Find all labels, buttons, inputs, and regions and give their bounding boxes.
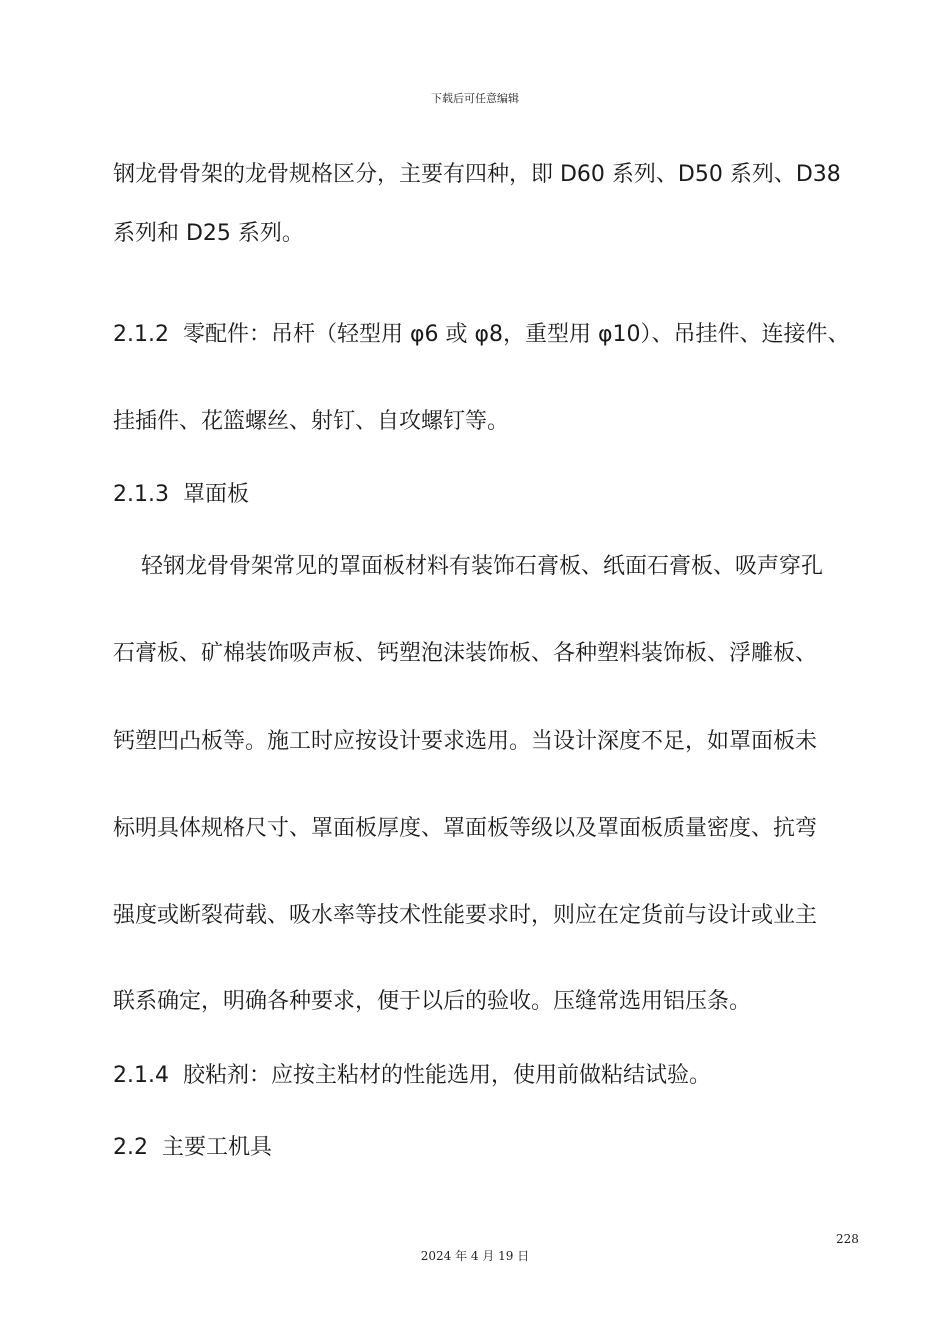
- paragraph-line: 石膏板、矿棉装饰吸声板、钙塑泡沫装饰板、各种塑料装饰板、浮雕板、: [113, 641, 818, 666]
- section-title: 主要工机具: [162, 1135, 273, 1160]
- paragraph-line: 系列和 D25 系列。: [113, 221, 304, 246]
- section-text: 胶粘剂：应按主粘材的性能选用，使用前做粘结试验。: [182, 1063, 711, 1088]
- section-number: 2.2: [113, 1135, 148, 1160]
- section-2-2-heading: [113, 1133, 873, 1163]
- paragraph-line: 钙塑凹凸板等。施工时应按设计要求选用。当设计深度不足，如罩面板未: [113, 729, 818, 754]
- paragraph-line: 挂插件、花篮螺丝、射钉、自攻螺钉等。: [113, 409, 510, 434]
- section-number: 2.1.2: [113, 322, 169, 347]
- footer-date: 2024 年 4 月 19 日: [420, 1249, 530, 1263]
- page-header-note: 下载后可任意编辑: [431, 92, 519, 105]
- section-2-1-3-heading: [113, 480, 873, 510]
- paragraph-line: 标明具体规格尺寸、罩面板厚度、罩面板等级以及罩面板质量密度、抗弯: [113, 816, 818, 841]
- section-2-1-4: [113, 1061, 873, 1091]
- section-number: 2.1.4: [113, 1063, 169, 1088]
- section-number: 2.1.3: [113, 482, 169, 507]
- section-title: 罩面板: [182, 482, 249, 507]
- paragraph-line: 联系确定，明确各种要求，便于以后的验收。压缝常选用铝压条。: [113, 989, 752, 1014]
- page-number: 228: [836, 1232, 859, 1246]
- paragraph-line: 轻钢龙骨骨架常见的罩面板材料有装饰石膏板、纸面石膏板、吸声穿孔: [141, 554, 824, 579]
- section-2-1-2: [113, 320, 873, 350]
- paragraph-line: 钢龙骨骨架的龙骨规格区分，主要有四种，即 D60 系列、D50 系列、D38: [113, 162, 841, 187]
- paragraph-line: 强度或断裂荷载、吸水率等技术性能要求时，则应在定货前与设计或业主: [113, 903, 818, 928]
- section-text: 零配件：吊杆（轻型用 φ6 或 φ8，重型用 φ10）、吊挂件、连接件、: [182, 322, 850, 347]
